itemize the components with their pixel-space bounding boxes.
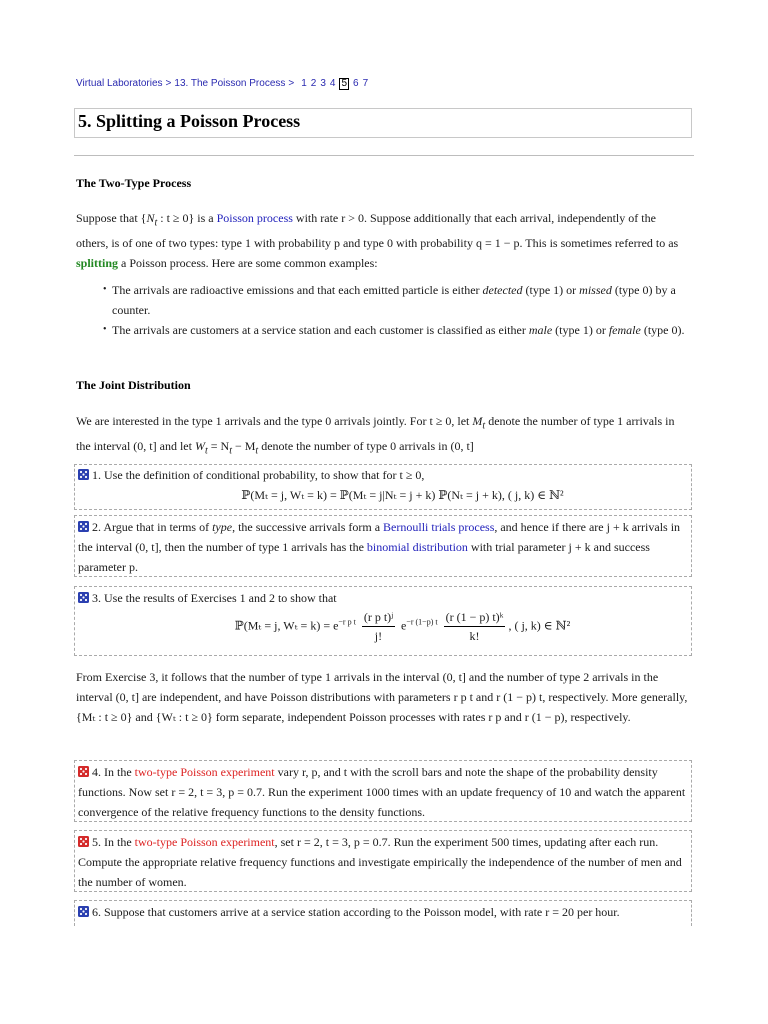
exercise-text bbox=[78, 516, 687, 577]
red-die-icon[interactable] bbox=[78, 766, 89, 777]
text: (type 1) or bbox=[552, 323, 609, 337]
breadcrumb-page-1[interactable]: 1 bbox=[301, 78, 307, 89]
math-sub: t bbox=[255, 445, 259, 457]
intro-paragraph bbox=[76, 208, 688, 273]
text: type bbox=[212, 520, 233, 534]
text: We are interested in the type 1 arrivals and the type 0 arrivals jointly. For t ≥ 0, let bbox=[76, 414, 473, 428]
exercise-text bbox=[78, 587, 687, 608]
two-type-experiment-link[interactable]: two-type Poisson experiment bbox=[134, 765, 275, 779]
formula-part: −r p t bbox=[338, 617, 356, 627]
math-sub: t bbox=[229, 445, 232, 457]
blue-die-icon[interactable] bbox=[78, 906, 89, 917]
text: Suppose that { bbox=[76, 211, 147, 225]
section-heading-two-type: The Two-Type Process bbox=[76, 176, 192, 190]
breadcrumb-separator: > bbox=[288, 78, 295, 89]
binomial-link[interactable]: binomial distribution bbox=[366, 540, 468, 554]
fraction bbox=[444, 608, 506, 645]
text: (type 0). bbox=[640, 323, 685, 337]
math-sub: t bbox=[154, 217, 158, 229]
bernoulli-link[interactable]: Bernoulli trials process bbox=[383, 520, 495, 534]
fraction-denominator: k! bbox=[469, 629, 480, 643]
breadcrumb-page-2[interactable]: 2 bbox=[310, 78, 317, 89]
text: 5. In the bbox=[92, 835, 135, 849]
breadcrumb-page-6[interactable]: 6 bbox=[353, 78, 359, 89]
page-title: 5. Splitting a Poisson Process bbox=[78, 111, 301, 131]
list-item bbox=[76, 280, 688, 320]
text: 6. Suppose that customers arrive at a service station according to the Poisson model, with rate r = 20 per hour. bbox=[92, 905, 620, 919]
breadcrumb-chapter-link[interactable]: 13. The Poisson Process bbox=[174, 78, 286, 89]
breadcrumb bbox=[76, 78, 368, 90]
math-sub: t bbox=[482, 420, 486, 432]
exercise-text bbox=[78, 465, 687, 485]
poisson-process-link[interactable]: Poisson process bbox=[216, 211, 293, 225]
text: = N bbox=[207, 439, 230, 454]
math-sub: t bbox=[204, 445, 208, 457]
breadcrumb-page-3[interactable]: 3 bbox=[320, 78, 326, 89]
splitting-link[interactable]: splitting bbox=[76, 256, 119, 271]
two-type-experiment-link[interactable]: two-type Poisson experiment bbox=[134, 835, 275, 849]
breadcrumb-page-4[interactable]: 4 bbox=[329, 78, 336, 89]
text: The arrivals are radioactive emissions and that each emitted particle is either bbox=[112, 283, 483, 297]
text: denote the number of type 1 arrivals in the interval (0, t] and let bbox=[76, 414, 675, 454]
page-title-box bbox=[74, 108, 692, 138]
after-exercise-3-paragraph: From Exercise 3, it follows that the number of type 1 arrivals in the interval (0, t] and the number of type 2 arrivals in the interval (0, t] are independent, and have Poisson distributions with parameters r p t and r (1 − p) t, respectively. More generally, {Mₜ : t ≥ 0} and {Wₜ : t ≥ 0} form separate, independent Poisson processes with rates r p and r (1 − p), respectively. bbox=[76, 670, 688, 724]
text: 2. Argue that in terms of bbox=[92, 520, 213, 534]
text: vary r, p, and t with the scroll bars and note the shape of the probability density functions. Now set r = 2, t = 3, p = 0.7. Run the experiment 1000 times with an update frequency of 10 and watch the apparent convergence of the relative frequency functions to the density functions. bbox=[78, 765, 686, 819]
math-var: W bbox=[194, 439, 205, 454]
exercise-text: 3. Use the results of Exercises 1 and 2 to show that bbox=[92, 591, 337, 605]
text: 4. In the bbox=[92, 765, 135, 779]
text: male bbox=[528, 323, 553, 337]
exercise-text bbox=[78, 831, 687, 892]
breadcrumb-separator: > bbox=[165, 78, 172, 89]
text: a Poisson process. Here are some common examples: bbox=[118, 256, 378, 271]
divider bbox=[74, 155, 694, 156]
fraction-numerator: (r (1 − p) t)ᵏ bbox=[444, 608, 506, 627]
formula-part: −r (1−p) t bbox=[406, 617, 438, 627]
formula bbox=[78, 608, 687, 645]
examples-list bbox=[76, 280, 688, 340]
text: denote the number of type 0 arrivals in (0, t] bbox=[258, 439, 474, 454]
fraction bbox=[362, 608, 395, 645]
exercise-5 bbox=[74, 830, 692, 892]
text: missed bbox=[579, 283, 612, 297]
text: female bbox=[608, 323, 641, 337]
exercise-1 bbox=[74, 464, 692, 510]
joint-paragraph bbox=[76, 411, 688, 462]
exercise-2 bbox=[74, 515, 692, 577]
breadcrumb-page-7[interactable]: 7 bbox=[362, 78, 369, 89]
breadcrumb-current-page: 5 bbox=[341, 78, 348, 89]
math-var: M bbox=[472, 414, 483, 428]
exercise-3 bbox=[74, 586, 692, 656]
text: , the successive arrivals form a bbox=[232, 520, 384, 534]
exercise-6 bbox=[74, 900, 692, 926]
fraction-numerator: (r p t)ʲ bbox=[362, 608, 395, 627]
text: detected bbox=[482, 283, 523, 297]
list-item bbox=[76, 320, 688, 340]
formula-part: , ( j, k) ∈ ℕ² bbox=[508, 618, 571, 633]
breadcrumb-root-link[interactable]: Virtual Laboratories bbox=[76, 78, 163, 89]
text: : t ≥ 0} is a bbox=[157, 211, 217, 225]
red-die-icon[interactable] bbox=[78, 836, 89, 847]
exercise-text: 1. Use the definition of conditional probability, to show that for t ≥ 0, bbox=[92, 468, 425, 482]
blue-die-icon[interactable] bbox=[78, 469, 89, 480]
blue-die-icon[interactable] bbox=[78, 592, 89, 603]
formula-part: ℙ(Mₜ = j, Wₜ = k) = e bbox=[234, 618, 339, 633]
formula-part: e bbox=[401, 618, 407, 633]
text: , set r = 2, t = 3, p = 0.7. Run the experiment 500 times, updating after each run. Compute the appropriate relative frequency functions and investigate empirically the independence of the number of men and the number of women. bbox=[78, 835, 682, 889]
text: The arrivals are customers at a service station and each customer is classified as either bbox=[112, 323, 529, 337]
blue-die-icon[interactable] bbox=[78, 521, 89, 532]
text: (type 1) or bbox=[522, 283, 580, 297]
text: with rate r > 0. Suppose additionally that each arrival, independently of the others, is of one of two types: type 1 with probability p and type 0 with probability q = 1 − p. This is sometimes referred to as bbox=[76, 211, 679, 251]
math-var: N bbox=[146, 211, 155, 225]
section-heading-joint: The Joint Distribution bbox=[76, 378, 191, 392]
text: (type 0) by a counter. bbox=[112, 283, 676, 317]
exercise-text bbox=[78, 901, 687, 922]
exercise-text bbox=[78, 761, 687, 822]
text: with trial parameter j + k and success parameter p. bbox=[78, 540, 650, 574]
formula: ℙ(Mₜ = j, Wₜ = k) = ℙ(Mₜ = j|Nₜ = j + k) ℙ(Nₜ = j + k), ( j, k) ∈ ℕ² bbox=[241, 488, 564, 502]
fraction-denominator: j! bbox=[374, 629, 383, 643]
exercise-4 bbox=[74, 760, 692, 822]
text: − M bbox=[231, 439, 256, 454]
text: , and hence if there are j + k arrivals in the interval (0, t], then the number of type 1 arrivals has the bbox=[78, 520, 681, 554]
